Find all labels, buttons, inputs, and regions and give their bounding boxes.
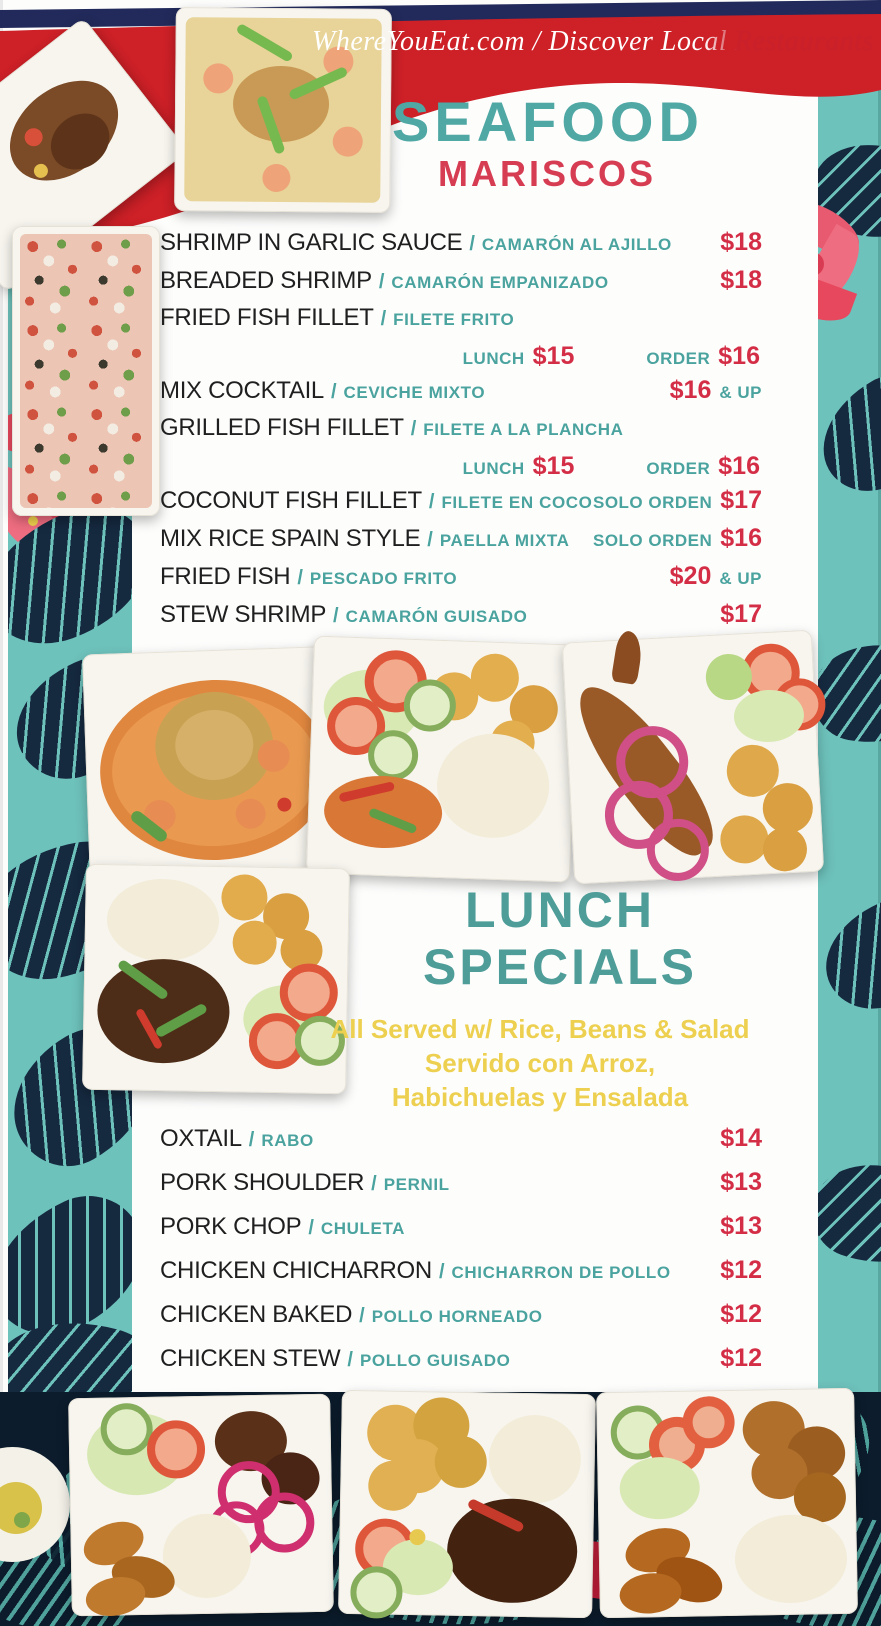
name-separator: / [380,308,387,330]
item-price-group [720,266,762,295]
subtitle-line: All Served w/ Rice, Beans & Salad [330,1014,750,1044]
item-price: $17 [720,486,762,514]
item-price-group [720,1168,762,1197]
item-name-spanish: CAMARÓN GUISADO [345,607,528,626]
item-name-english: OXTAIL [160,1125,242,1152]
name-separator: / [410,418,417,440]
item-price: $16 [718,342,760,370]
menu-item-row [160,1124,762,1168]
item-price: $12 [720,1344,762,1372]
food-blob-graphic [162,1513,251,1599]
item-name-english: FRIED FISH FILLET [160,304,374,331]
item-name-spanish: POLLO HORNEADO [371,1307,543,1326]
item-price: $13 [720,1168,762,1196]
menu-item-row [160,486,762,524]
seafood-title-spanish: MARISCOS [437,153,656,194]
item-name-spanish: POLLO GUISADO [359,1351,511,1370]
item-price: $18 [720,228,762,256]
name-separator: / [427,529,433,551]
lunch-price-pair [463,452,575,481]
photo-lunch-plate-3 [596,1388,858,1618]
item-price-group [670,376,762,405]
order-price-pair [646,452,760,481]
item-name-spanish: PERNIL [383,1175,450,1194]
name-separator: / [308,1217,314,1239]
item-name-english: COCONUT FISH FILLET [160,487,422,514]
item-price-group [720,1300,762,1329]
name-separator: / [469,233,475,255]
photo-fried-whole-fish [562,630,824,885]
subtitle-line: Servido con Arroz, [424,1048,656,1078]
item-price: $16 [720,524,762,552]
name-separator: / [297,567,303,589]
item-name-english: FRIED FISH [160,563,291,590]
item-name-english: CHICKEN BAKED [160,1301,353,1328]
item-name-english: SHRIMP IN GARLIC SAUCE [160,229,463,256]
food-ring-graphic [367,729,419,781]
item-price: $15 [532,342,575,370]
menu-item-row [160,1168,762,1212]
food-blob-graphic [106,878,219,962]
food-blob-graphic [232,920,277,965]
name-separator: / [371,1173,377,1195]
subtitle-line: Habichuelas y Ensalada [391,1082,689,1112]
item-price: $15 [532,452,575,480]
food-blob-graphic [619,1456,700,1519]
menu-item-row [160,600,762,638]
price-suffix-label: & UP [719,569,762,588]
food-blob-graphic [470,653,520,703]
food-blob-graphic [719,814,769,864]
item-price: $13 [720,1212,762,1240]
lunch-title-line2: SPECIALS [422,939,698,995]
item-price-group [720,1212,762,1241]
item-price-group [720,1124,762,1153]
monstera-leaf-graphic [818,359,881,508]
item-price: $17 [720,600,762,628]
lunch-items [160,1124,762,1388]
food-blob-graphic [762,826,808,872]
name-separator: / [248,1129,255,1151]
photo-lunch-plate-1 [68,1394,334,1617]
item-name-english: CHICKEN STEW [160,1345,341,1372]
item-name-english: PORK CHOP [160,1213,302,1240]
food-blob-graphic [14,1512,30,1528]
menu-item-row [160,228,762,266]
name-separator: / [378,271,385,293]
monstera-leaf-graphic [818,886,881,1023]
item-name-english: GRILLED FISH FILLET [160,414,404,441]
item-name-spanish: FILETE A LA PLANCHA [423,420,624,439]
lunch-price-pair [463,342,575,371]
item-price: $12 [720,1300,762,1328]
food-ring-graphic [350,1566,403,1619]
food-blob-graphic [262,164,290,192]
monstera-leaf-graphic [818,1146,881,1283]
item-price: $12 [720,1256,762,1284]
food-blob-graphic [233,66,330,143]
food-blob-graphic [734,1514,848,1604]
item-price-group [593,524,762,553]
menu-item-row [160,1256,762,1300]
item-name-spanish: FILETE FRITO [393,310,515,329]
food-strip-graphic [20,234,152,508]
item-name-english: BREADED SHRIMP [160,267,372,294]
item-price: $18 [720,266,762,294]
price-label: ORDER [646,349,711,368]
price-label: ORDER [646,459,711,478]
seafood-section-header [392,90,704,194]
food-ring-graphic [403,679,457,733]
item-name-english: MIX RICE SPAIN STYLE [160,525,421,552]
item-name-spanish: CHULETA [320,1219,406,1238]
seafood-title-english: SEAFOOD [392,90,704,153]
item-price: $16 [669,376,712,404]
menu-item-row [160,304,762,342]
menu-item-row [160,1300,762,1344]
price-label: LUNCH [462,349,525,368]
food-blob-graphic [733,688,806,744]
item-name-english: STEW SHRIMP [160,601,327,628]
price-suffix-label: & UP [719,383,762,402]
item-price: $20 [669,562,712,590]
food-blob-graphic [203,63,233,93]
item-price: $14 [720,1124,762,1152]
item-name-english: MIX COCKTAIL [160,377,324,404]
item-name-spanish: CAMARÓN AL AJILLO [481,235,672,254]
food-blob-graphic [97,958,231,1064]
item-name-spanish: RABO [261,1131,314,1150]
menu-item-row [160,376,762,414]
name-separator: / [333,605,339,627]
right-tropical-strip [818,84,881,1392]
name-separator: / [438,1261,445,1283]
item-price: $16 [718,452,760,480]
menu-item-row [160,414,762,452]
item-name-spanish: CEVICHE MIXTO [343,383,486,402]
seafood-items [160,228,762,638]
name-separator: / [330,381,337,403]
item-price-group [720,1256,762,1285]
food-blob-graphic [221,874,268,921]
menu-item-row [160,562,762,600]
price-prefix-label: SOLO ORDEN [592,531,713,550]
food-blob-graphic [434,1435,487,1488]
photo-lunch-plate-2 [338,1390,596,1618]
item-price-group [720,1344,762,1373]
food-ring-graphic [147,1420,206,1479]
item-price-group [670,562,762,591]
lunch-title-line1: LUNCH [465,882,655,938]
food-blob-graphic [28,516,38,526]
menu-item-subrow [160,342,762,376]
order-price-pair [646,342,760,371]
photo-shrimp-rice-plate [306,635,578,882]
item-name-english: CHICKEN CHICHARRON [160,1257,432,1284]
item-price-group [593,486,762,515]
item-name-spanish: CAMARÓN EMPANIZADO [391,273,609,292]
item-price-group [720,600,762,629]
item-name-spanish: PAELLA MIXTA [439,531,570,550]
price-label: LUNCH [462,459,525,478]
item-price-group [720,228,762,257]
food-blob-graphic [446,1498,578,1604]
food-blob-graphic [368,1460,419,1511]
name-separator: / [359,1305,365,1327]
food-blob-graphic [488,1414,582,1504]
item-name-spanish: PESCADO FRITO [309,569,458,588]
item-name-spanish: CHICHARRON DE POLLO [451,1263,671,1282]
price-prefix-label: SOLO ORDEN [592,493,713,512]
lunch-specials-header [380,882,740,996]
menu-item-subrow [160,452,762,486]
menu-item-row [160,1212,762,1256]
item-name-spanish: FILETE EN COCO [441,493,593,512]
watermark-text: WhereYouEat.com / Discover Local Restaurants [312,26,874,57]
photo-ceviche [12,226,160,516]
lunch-specials-subtitle [310,1012,770,1114]
menu-item-row [160,1344,762,1388]
name-separator: / [428,491,435,513]
food-blob-graphic [333,126,363,156]
name-separator: / [347,1349,353,1371]
item-name-english: PORK SHOULDER [160,1169,365,1196]
menu-item-row [160,524,762,562]
menu-item-row [160,266,762,304]
monstera-leaf-graphic [818,634,881,754]
